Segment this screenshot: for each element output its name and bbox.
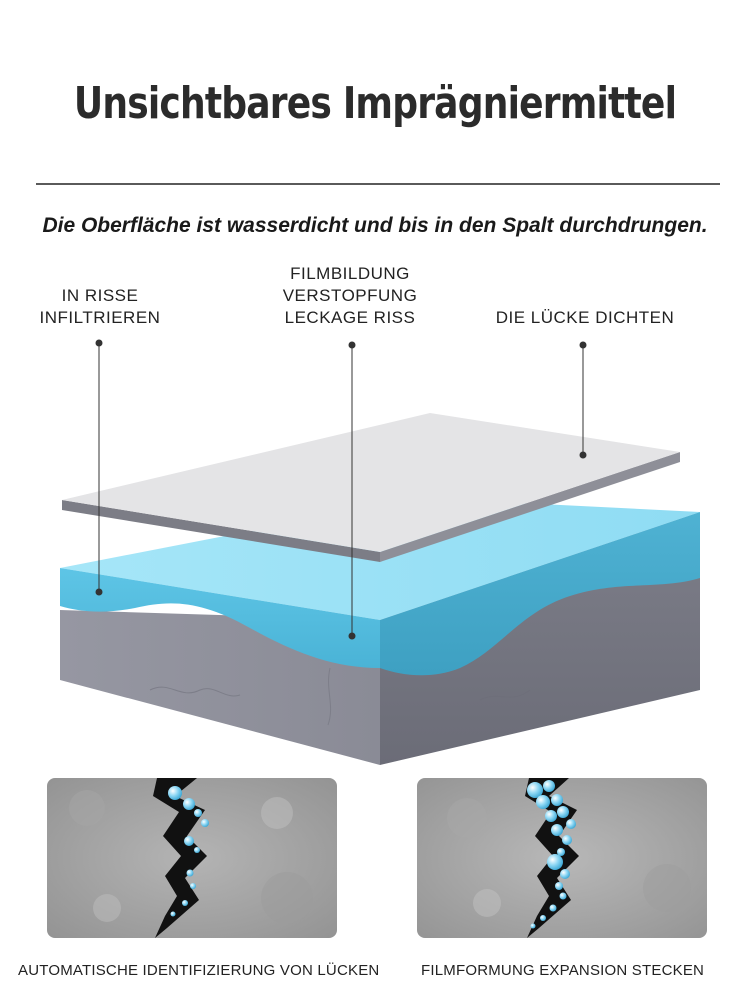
bubble	[536, 795, 550, 809]
bubble	[194, 847, 200, 853]
film-expansion-illustration	[417, 778, 707, 938]
callout-film-line1: FILMBILDUNG	[290, 264, 410, 283]
bubble	[168, 786, 182, 800]
bubble	[545, 810, 557, 822]
bubble	[183, 798, 195, 810]
crack-detection-panel	[47, 778, 337, 938]
leader-dot-right-bottom	[580, 452, 587, 459]
bubble	[551, 794, 563, 806]
bubble	[557, 806, 569, 818]
texture-spot	[69, 790, 105, 826]
caption-film-expansion: FILMFORMUNG EXPANSION STECKEN	[421, 962, 705, 979]
crack-detection-illustration	[47, 778, 337, 938]
bubble	[531, 924, 536, 929]
leader-dot-middle-top	[349, 342, 356, 349]
bubble	[194, 809, 202, 817]
callout-infiltrate-line1: IN RISSE	[61, 286, 139, 305]
page-subtitle: Die Oberfläche ist wasserdicht und bis in den Spalt durchdrungen.	[42, 214, 708, 237]
bubble	[555, 882, 563, 890]
texture-spot	[447, 798, 487, 838]
bubble	[190, 883, 196, 889]
bubble	[187, 870, 194, 877]
leader-dot-left-bottom	[96, 589, 103, 596]
bubble	[543, 780, 555, 792]
film-expansion-panel	[417, 778, 707, 938]
page-title: Unsichtbares Imprägniermittel	[73, 78, 677, 129]
caption-crack-detection: AUTOMATISCHE IDENTIFIZIERUNG VON LÜCKEN	[18, 962, 380, 979]
bubble	[184, 836, 194, 846]
leader-dot-middle-bottom	[349, 633, 356, 640]
bubble	[182, 900, 188, 906]
bubble	[560, 893, 567, 900]
bubble	[562, 835, 572, 845]
texture-spot	[93, 894, 121, 922]
bubble	[560, 869, 570, 879]
texture-spot	[643, 864, 691, 912]
texture-spot	[261, 872, 313, 924]
bubble	[547, 854, 563, 870]
texture-spot	[261, 797, 293, 829]
callout-infiltrate-line2: INFILTRIEREN	[39, 308, 161, 327]
texture-spot	[473, 889, 501, 917]
bubble	[201, 819, 209, 827]
leader-dot-left-top	[96, 340, 103, 347]
bubble	[540, 915, 546, 921]
callout-film-line2: VERSTOPFUNG	[282, 286, 418, 305]
callout-seal-line1: DIE LÜCKE DICHTEN	[495, 308, 675, 327]
bubble	[550, 905, 557, 912]
bubble	[566, 819, 576, 829]
callout-film-line3: LECKAGE RISS	[284, 308, 416, 327]
leader-dot-right-top	[580, 342, 587, 349]
bubble	[171, 912, 176, 917]
bubble	[551, 824, 563, 836]
